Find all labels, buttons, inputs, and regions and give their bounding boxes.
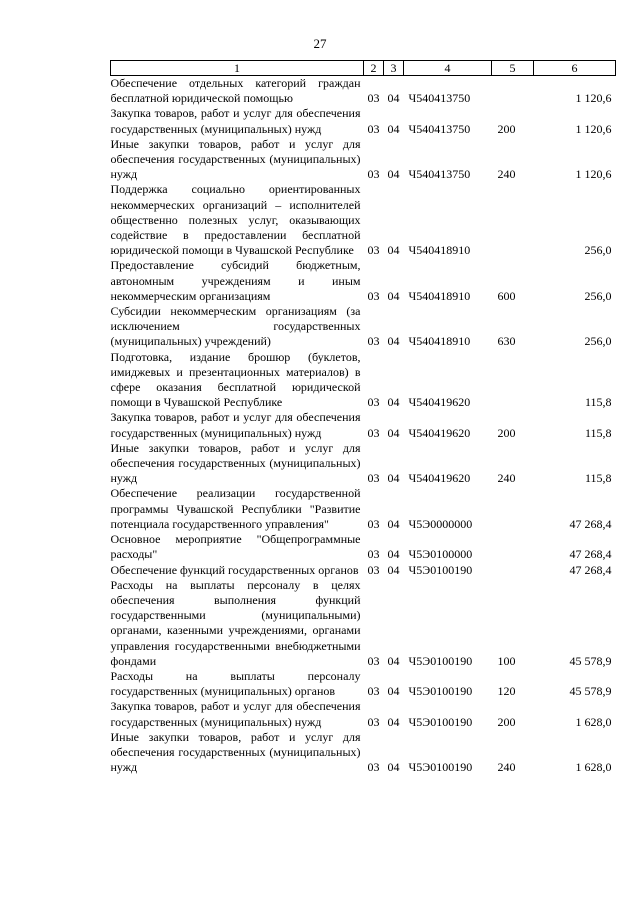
expense-type-code: 100 <box>497 653 516 668</box>
amount: 1 120,6 <box>575 167 612 182</box>
expense-type-code: 200 <box>497 121 516 136</box>
target-article-code: Ч540413750 <box>408 167 471 182</box>
subsection-code: 04 <box>387 760 400 775</box>
amount: 256,0 <box>584 288 612 303</box>
subsection-code: 04 <box>387 653 400 668</box>
expense-name: Обеспечение отдельных категорий граждан бесплатной юридической помощью <box>110 76 361 106</box>
header-cell-5: 5 <box>492 61 534 76</box>
expense-name: Субсидии некоммерческим организациям (за исключением государственных (муниципальных) учреждений) <box>110 304 361 349</box>
target-article-code: Ч540418910 <box>408 243 471 258</box>
section-code: 03 <box>367 714 380 729</box>
table-row <box>111 578 616 669</box>
target-article-code: Ч5Э0100190 <box>408 714 473 729</box>
expense-name: Основное мероприятие "Общепрограммные расходы" <box>110 532 361 562</box>
expense-type-code: 120 <box>497 684 516 699</box>
subsection-code: 04 <box>387 684 400 699</box>
expense-type-code: 600 <box>497 288 516 303</box>
expense-name: Поддержка социально ориентированных некоммерческих организаций – исполнителей общественно полезных услуг, оказывающих содействие в предоставлении бесплатной юридической помощи в Чувашской Республике <box>110 182 361 258</box>
section-code: 03 <box>367 653 380 668</box>
table-row <box>111 699 616 729</box>
budget-table <box>110 60 616 775</box>
target-article-code: Ч540419620 <box>408 395 471 410</box>
table-header-row <box>111 61 616 76</box>
amount: 115,8 <box>584 395 612 410</box>
expense-name: Подготовка, издание брошюр (буклетов, имиджевых и презентационных материалов) в сфере оказания бесплатной юридической помощи в Чувашской Республике <box>110 349 361 410</box>
section-code: 03 <box>367 288 380 303</box>
page-number: 27 <box>313 36 327 51</box>
target-article-code: Ч540418910 <box>408 334 471 349</box>
table-row <box>111 669 616 699</box>
table-row <box>111 563 616 578</box>
target-article-code: Ч540413750 <box>408 91 471 106</box>
expense-type-code <box>492 532 534 562</box>
amount: 1 628,0 <box>575 714 612 729</box>
target-article-code: Ч540419620 <box>408 425 471 440</box>
target-article-code: Ч5Э0100190 <box>408 684 473 699</box>
header-cell-4: 4 <box>404 61 492 76</box>
expense-type-code: 630 <box>497 334 516 349</box>
expense-name: Закупка товаров, работ и услуг для обеспечения государственных (муниципальных) нужд <box>110 699 361 729</box>
amount: 45 578,9 <box>569 653 612 668</box>
subsection-code: 04 <box>387 121 400 136</box>
amount: 47 268,4 <box>569 562 612 577</box>
target-article-code: Ч5Э0100190 <box>408 562 473 577</box>
target-article-code: Ч5Э0100190 <box>408 653 473 668</box>
subsection-code: 04 <box>387 167 400 182</box>
expense-type-code <box>492 563 534 578</box>
target-article-code: Ч540419620 <box>408 471 471 486</box>
subsection-code: 04 <box>387 334 400 349</box>
table-row <box>111 137 616 183</box>
expense-name: Расходы на выплаты персоналу государственных (муниципальных) органов <box>110 668 361 699</box>
header-cell-6: 6 <box>534 61 616 76</box>
amount: 256,0 <box>584 334 612 349</box>
target-article-code: Ч540413750 <box>408 121 471 136</box>
table-row <box>111 486 616 532</box>
amount: 47 268,4 <box>569 547 612 562</box>
amount: 256,0 <box>584 243 612 258</box>
table-row <box>111 304 616 350</box>
table-row <box>111 410 616 440</box>
expense-type-code: 240 <box>497 471 516 486</box>
amount: 1 120,6 <box>575 91 612 106</box>
subsection-code: 04 <box>387 395 400 410</box>
amount: 1 628,0 <box>575 760 612 775</box>
table-row <box>111 258 616 304</box>
subsection-code: 04 <box>387 288 400 303</box>
amount: 47 268,4 <box>569 516 612 531</box>
amount: 45 578,9 <box>569 684 612 699</box>
section-code: 03 <box>367 167 380 182</box>
section-code: 03 <box>367 395 380 410</box>
expense-type-code: 200 <box>497 425 516 440</box>
target-article-code: Ч5Э0100190 <box>408 760 473 775</box>
section-code: 03 <box>367 547 380 562</box>
table-row <box>111 730 616 776</box>
expense-type-code <box>492 486 534 532</box>
section-code: 03 <box>367 425 380 440</box>
expense-type-code <box>492 350 534 411</box>
subsection-code: 04 <box>387 714 400 729</box>
subsection-code: 04 <box>387 516 400 531</box>
target-article-code: Ч5Э0100000 <box>408 547 473 562</box>
header-cell-1: 1 <box>111 61 364 76</box>
expense-type-code: 200 <box>497 714 516 729</box>
table-row <box>111 441 616 487</box>
expense-type-code: 240 <box>497 167 516 182</box>
expense-name: Обеспечение реализации государственной программы Чувашской Республики "Развитие потенциала государственного управления" <box>110 486 361 531</box>
section-code: 03 <box>367 334 380 349</box>
section-code: 03 <box>367 760 380 775</box>
table-body <box>111 76 616 776</box>
expense-name: Предоставление субсидий бюджетным, автономным учреждениям и иным некоммерческим организациям <box>110 258 361 303</box>
expense-type-code <box>492 76 534 107</box>
section-code: 03 <box>367 562 380 577</box>
subsection-code: 04 <box>387 243 400 258</box>
subsection-code: 04 <box>387 547 400 562</box>
amount: 115,8 <box>584 425 612 440</box>
expense-name: Обеспечение функций государственных органов <box>110 562 359 577</box>
expense-type-code <box>492 182 534 258</box>
section-code: 03 <box>367 121 380 136</box>
table-row <box>111 76 616 107</box>
header-cell-2: 2 <box>364 61 384 76</box>
table-row <box>111 182 616 258</box>
target-article-code: Ч5Э0000000 <box>408 516 473 531</box>
expense-type-code: 240 <box>497 760 516 775</box>
expense-name: Иные закупки товаров, работ и услуг для обеспечения государственных (муниципальных) нужд <box>110 729 361 775</box>
expense-name: Иные закупки товаров, работ и услуг для обеспечения государственных (муниципальных) нужд <box>110 136 361 182</box>
subsection-code: 04 <box>387 425 400 440</box>
header-cell-3: 3 <box>384 61 404 76</box>
section-code: 03 <box>367 471 380 486</box>
subsection-code: 04 <box>387 562 400 577</box>
section-code: 03 <box>367 243 380 258</box>
table-row <box>111 350 616 411</box>
expense-name: Закупка товаров, работ и услуг для обеспечения государственных (муниципальных) нужд <box>110 410 361 440</box>
amount: 1 120,6 <box>575 121 612 136</box>
table-row <box>111 532 616 562</box>
table-row <box>111 106 616 136</box>
section-code: 03 <box>367 516 380 531</box>
expense-name: Расходы на выплаты персоналу в целях обеспечения выполнения функций государственными (муниципальными) органами, казенными учреждениями, органами управления государственными внебюджетными фондами <box>110 577 361 668</box>
expense-name: Иные закупки товаров, работ и услуг для обеспечения государственных (муниципальных) нужд <box>110 440 361 486</box>
subsection-code: 04 <box>387 91 400 106</box>
subsection-code: 04 <box>387 471 400 486</box>
section-code: 03 <box>367 91 380 106</box>
expense-name: Закупка товаров, работ и услуг для обеспечения государственных (муниципальных) нужд <box>110 106 361 136</box>
target-article-code: Ч540418910 <box>408 288 471 303</box>
amount: 115,8 <box>584 471 612 486</box>
section-code: 03 <box>367 684 380 699</box>
